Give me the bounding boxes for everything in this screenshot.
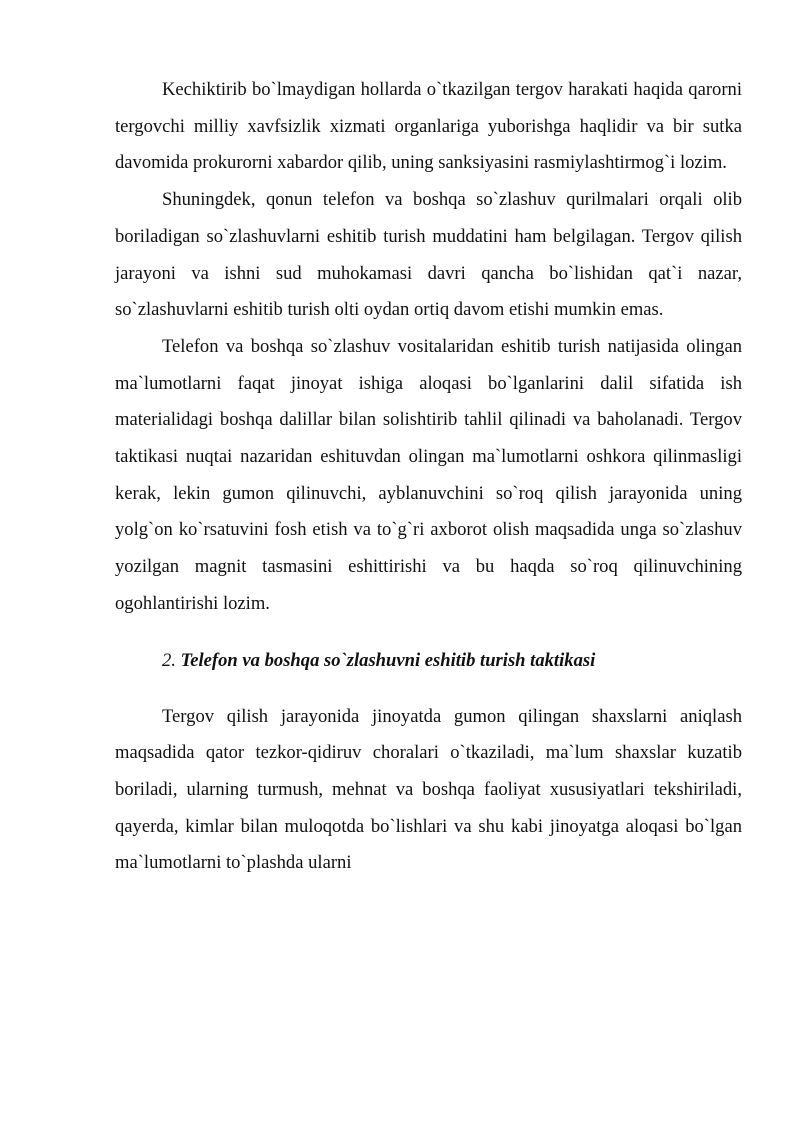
document-page (115, 72, 742, 882)
section-number: 2. (162, 649, 176, 671)
paragraph-4: Tergov qilish jarayonida jinoyatda gumon qilingan shaxslarni aniqlash maqsadida qator tezkor-qidiruv choralari o`tkaziladi, ma`lum shaxslar kuzatib boriladi, ularning turmush, mehnat va boshqa faoliyat xususiyatlari tekshiriladi, qayerda, kimlar bilan muloqotda bo`lishlari va shu kabi jinoyatga aloqasi bo`lgan ma`lumotlarni to`plashda ularni (115, 705, 742, 874)
paragraph-1: Kechiktirib bo`lmaydigan hollarda o`tkazilgan tergov harakati haqida qarorni tergovchi milliy xavfsizlik xizmati organlariga yuborishga haqlidir va bir sutka davomida prokurorni xabardor qilib, uning sanksiyasini rasmiylashtirmog`i lozim. (115, 79, 742, 174)
paragraph-2: Shuningdek, qonun telefon va boshqa so`zlashuv qurilmalari orqali olib boriladigan so`zlashuvlarni eshitib turish muddatini ham belgilagan. Tergov qilish jarayoni va ishni sud muhokamasi davri qancha bo`lishidan qat`i nazar, so`zlashuvlarni eshitib turish olti oydan ortiq davom etishi mumkin emas. (115, 189, 742, 321)
section-heading (115, 643, 742, 679)
paragraph-3: Telefon va boshqa so`zlashuv vositalaridan eshitib turish natijasida olingan ma`lumotlarni faqat jinoyat ishiga aloqasi bo`lganlarini dalil sifatida ish materialidagi boshqa dalillar bilan solishtirib tahlil qilinadi va baholanadi. Tergov taktikasi nuqtai nazaridan eshituvdan olingan ma`lumotlarni oshkora qilinmasligi kerak, lekin gumon qilinuvchi, ayblanuvchini so`roq qilish jarayonida uning yolg`on ko`rsatuvini fosh etish va to`g`ri axborot olish maqsadida unga so`zlashuv yozilgan magnit tasmasini eshittirishi va bu haqda so`roq qilinuvchining ogohlantirishi lozim. (115, 335, 742, 614)
section-title: Telefon va boshqa so`zlashuvni eshitib turish taktikasi (180, 649, 596, 671)
